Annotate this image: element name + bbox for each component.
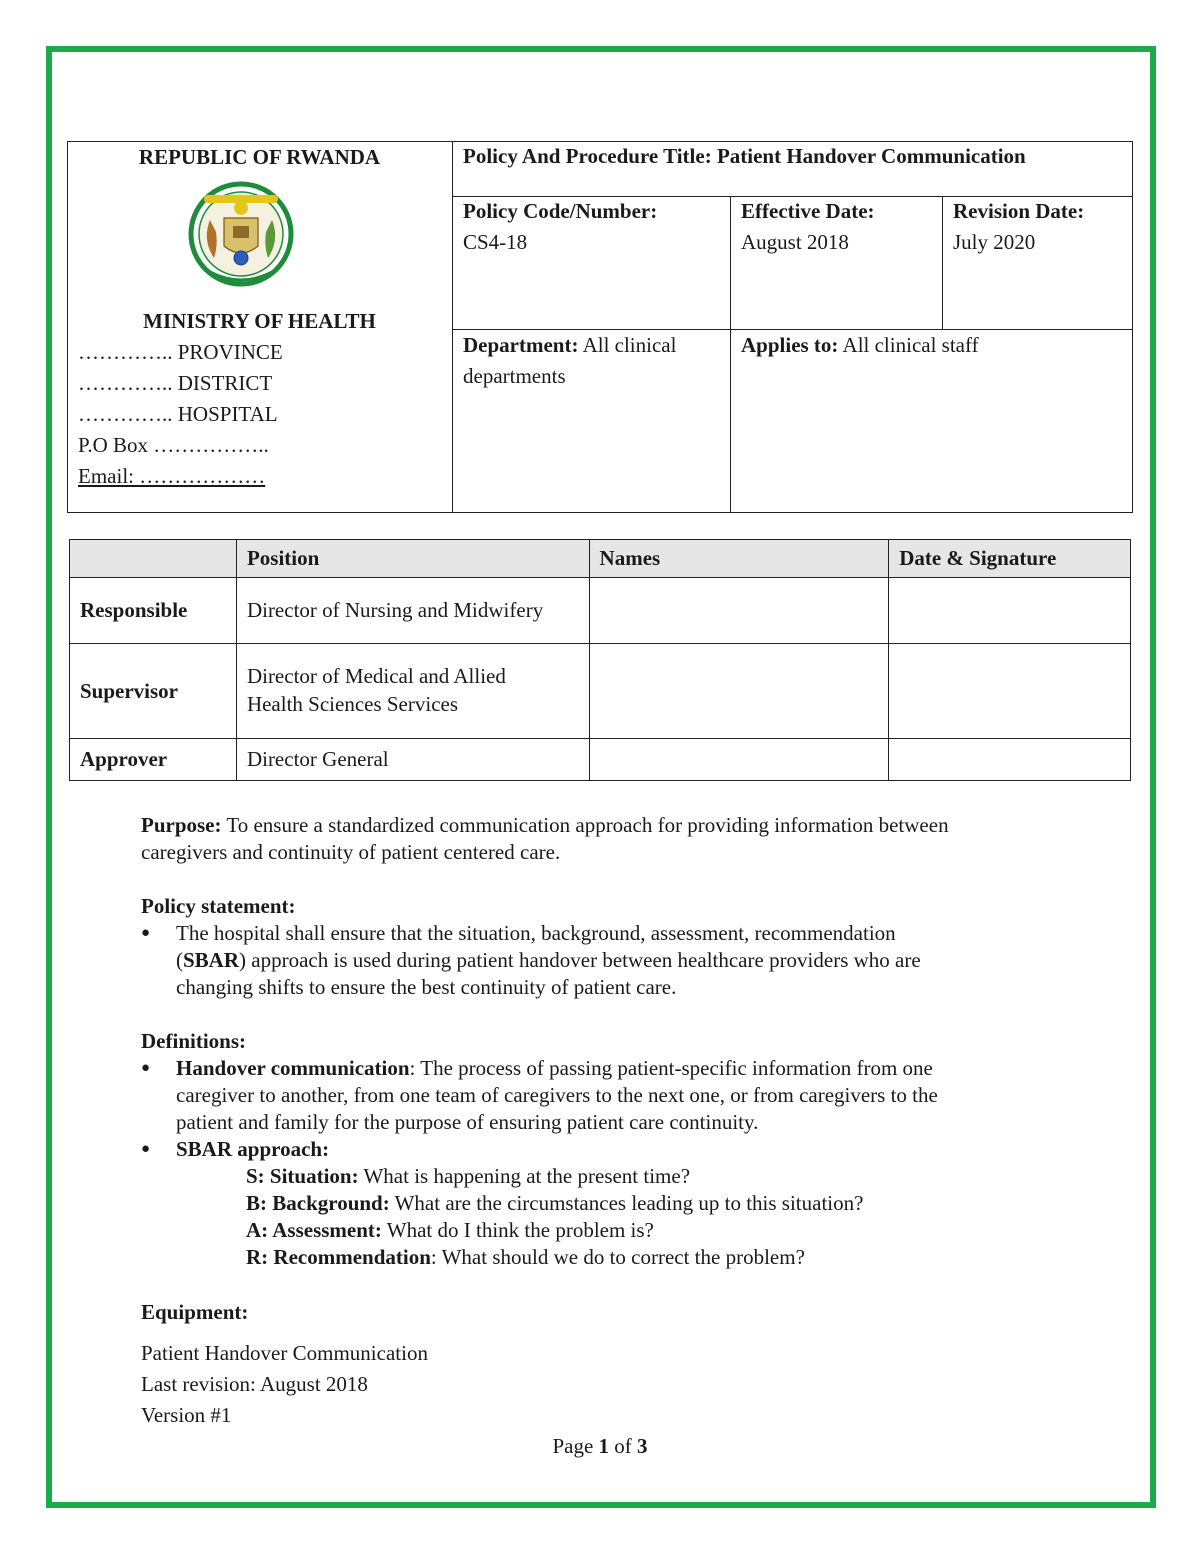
table-row [70,739,1131,781]
policy-list [141,920,1091,1001]
po-box-label: P.O Box …………….. [78,433,269,457]
definitions-list [141,1055,1091,1163]
policy-line [176,947,1091,974]
district-label: ………….. DISTRICT [78,371,273,395]
signature-cell [889,644,1131,739]
purpose-line: caregivers and continuity of patient centered care. [141,840,561,864]
revision-date-value: July 2020 [953,230,1036,254]
applies-value: All clinical staff [842,333,979,357]
footer-version: Version #1 [141,1403,232,1427]
list-item [141,1136,1091,1163]
role-cell: Responsible [70,578,237,644]
sbar-line [141,1190,1091,1217]
position-text: Director General [246,747,389,771]
purpose-label: Purpose: [141,813,222,837]
policy-title [463,141,1026,172]
table-header-cell: Date & Signature [889,540,1131,578]
sbar-term: B: Background: [246,1191,390,1215]
names-cell [589,578,889,644]
page-current: 1 [598,1434,610,1458]
sbar-line [141,1244,1091,1271]
purpose-text: To ensure a standardized communication approach for providing information between [226,813,949,837]
names-cell [589,739,889,781]
page-total: 3 [637,1434,648,1458]
policy-text: ) approach is used during patient handover between healthcare providers who are [239,948,921,972]
position-text: Director of Medical and Allied [246,664,506,688]
table-header-cell: Names [589,540,889,578]
definition-line: patient and family for the purpose of ensuring patient care continuity. [176,1110,759,1134]
signature-cell [889,578,1131,644]
policy-line: changing shifts to ensure the best continuity of patient care. [176,975,677,999]
applies-field [741,330,979,361]
definition-line [176,1055,1091,1082]
page-of: of [609,1434,638,1458]
purpose-section [141,812,949,866]
position-cell [236,644,589,739]
sbar-term: R: Recommendation [246,1245,431,1269]
header-divider [730,196,731,513]
definition-text: : The process of passing patient-specific information from one [409,1056,933,1080]
policy-code-value: CS4-18 [463,230,528,254]
role-cell: Approver [70,739,237,781]
table-header-cell: Position [236,540,589,578]
effective-date-label: Effective Date: [741,199,875,223]
department-value: All clinical [582,333,677,357]
sbar-text: What is happening at the present time? [358,1164,691,1188]
position-text: Health Sciences Services [246,692,459,716]
sbar-line [141,1217,1091,1244]
table-row [70,644,1131,739]
sbar-term: A: Assessment: [246,1218,382,1242]
purpose-line [141,812,949,839]
sbar-text: What are the circumstances leading up to this situation? [389,1191,864,1215]
approval-table [69,539,1131,781]
policy-section [141,893,1091,1001]
definition-term: ● SBAR approach: [176,1137,330,1161]
department-label: Department: [463,333,579,357]
header-divider [942,196,943,329]
department-field [463,330,676,361]
email-label: Email: ……………… [78,464,266,488]
footer-last-revision: Last revision: August 2018 [141,1372,368,1396]
ministry-label: MINISTRY OF HEALTH [143,309,376,333]
equipment-label: Equipment: [141,1300,249,1324]
list-item [141,1055,1091,1136]
sbar-line [141,1163,1091,1190]
position-cell [236,578,589,644]
policy-code-label: Policy Code/Number: [463,199,658,223]
sbar-acronym: SBAR [183,948,240,972]
sbar-text: : What should we do to correct the problem? [430,1245,805,1269]
signature-cell [889,739,1131,781]
applies-label: Applies to: [741,333,839,357]
table-header-cell [70,540,237,578]
definition-line: caregiver to another, from one team of caregivers to the next one, or from caregivers to the [176,1083,938,1107]
footer-doc-title: Patient Handover Communication [141,1341,428,1365]
table-header-row [70,540,1131,578]
republic-label: REPUBLIC OF RWANDA [138,145,381,169]
sbar-text: What do I think the problem is? [381,1218,654,1242]
department-value-cont: departments [463,364,566,388]
hospital-label: ………….. HOSPITAL [78,402,278,426]
definitions-label: Definitions: [141,1029,246,1053]
names-cell [589,644,889,739]
definitions-section [141,1028,1091,1271]
position-text: Director of Nursing and Midwifery [246,598,544,622]
list-item [141,920,1091,1001]
province-label: ………….. PROVINCE [78,340,283,364]
policy-title-value: Patient Handover Communication [716,144,1026,168]
revision-date-label: Revision Date: [953,199,1085,223]
effective-date-value: August 2018 [741,230,849,254]
policy-line: ● The hospital shall ensure that the situation, background, assessment, recommendation [176,921,896,945]
table-row [70,578,1131,644]
policy-statement-label: Policy statement: [141,894,296,918]
page-number [0,1431,1200,1462]
rwanda-coat-of-arms-icon [188,180,294,292]
policy-title-label: Policy And Procedure Title: [463,144,712,168]
role-cell: Supervisor [70,644,237,739]
definition-term: Handover communication [176,1056,410,1080]
position-cell [236,739,589,781]
sbar-term: S: Situation: [246,1164,359,1188]
policy-text: ( [176,948,183,972]
page-word: Page [552,1434,599,1458]
